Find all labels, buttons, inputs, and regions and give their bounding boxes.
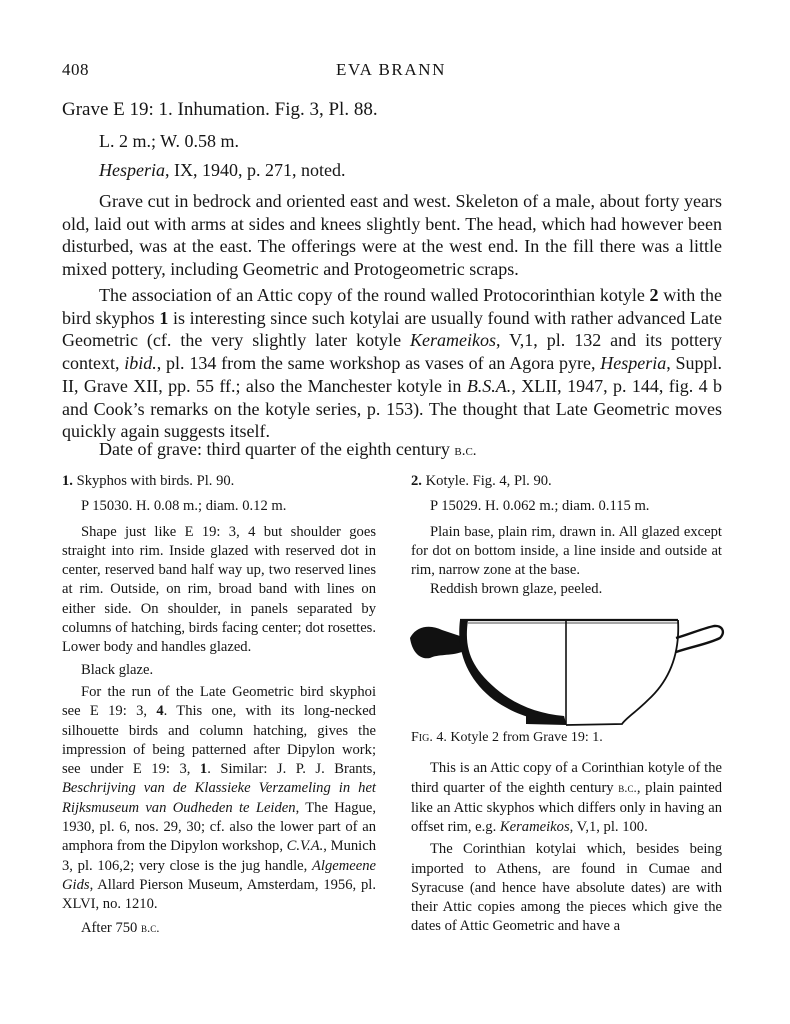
kotyle-profile-drawing	[408, 608, 726, 728]
kotyle-exterior-outline	[566, 620, 678, 725]
grave-description	[62, 190, 722, 281]
grave-description-text: Grave cut in bedrock and oriented east and west. Skeleton of a male, about forty years old, laid out with arms at sides and knees slightly bent. The head, which had however been disturbed, was at the east. The offerings were at the west end. In the fill there was a little mixed pottery, including Geometric and Protogeometric scraps.	[62, 191, 722, 280]
grave-heading: Grave E 19: 1. Inhumation. Fig. 3, Pl. 88.	[62, 99, 378, 120]
item2-description: Plain base, plain rim, drawn in. All glazed except for dot on bottom inside, a line inside and outside at rim, narrow zone at the base.	[411, 523, 722, 579]
ref-rest: , IX, 1940, p. 271, noted.	[165, 160, 346, 180]
grave-association	[62, 284, 722, 443]
page-number: 408	[62, 60, 89, 79]
kotyle-foot-section	[526, 716, 566, 725]
grave-date: Date of grave: third quarter of the eighth century b.c.	[99, 439, 477, 459]
item2-glaze: Reddish brown glaze, peeled.	[430, 581, 603, 598]
item2-title: 2. Kotyle. Fig. 4, Pl. 90.	[411, 473, 552, 489]
ref-journal: Hesperia	[99, 160, 165, 180]
item1-description: Shape just like E 19: 3, 4 but shoulder goes straight into rim. Inside glazed with reserved dot in center, reserved band half way up, two reserved lines at rim. Outside, on rim, broad band with lines on either side. On shoulder, in panels separated by columns of hatching, birds facing center; dot rosettes. Lower body and handles glazed.	[62, 523, 376, 656]
grave-reference	[99, 160, 345, 181]
item1-discussion: For the run of the Late Geometric bird skyphoi see E 19: 3, 4. This one, with its long-necked silhouette birds and column hatching, gives the impression of being patterned after Dipylon work; see under E 19: 3, 1. Similar: J. P. J. Brants, Beschrijving van de Klassieke Verzameling in het Rijksmuseum van Oudheden te Leiden, The Hague, 1930, pl. 6, nos. 29, 30; cf. also the lower part of an amphora from the Dipylon workshop, C.V.A., Munich 3, pl. 106,2; very close is the jug handle, Algemeene Gids, Allard Pierson Museum, Amsterdam, 1956, pl. XLVI, no. 1210.	[62, 683, 376, 913]
item1-date: After 750 b.c.	[81, 919, 160, 936]
item2-commentary: This is an Attic copy of a Corinthian kotyle of the third quarter of the eighth century b.c., plain painted like an Attic skyphos which differs only in having an offset rim, e.g. Kerameikos, V,1, pl. 100.	[411, 760, 722, 835]
running-header	[62, 60, 720, 84]
grave-association-text: The association of an Attic copy of the round walled Protocorinthian kotyle 2 with the bird skyphos 1 is interesting since such kotylai are usually found with rather advanced Late Geometric (cf. the very slightly later kotyle Kerameikos, V,1, pl. 132 and its pottery context, ibid., pl. 134 from the same workshop as vases of an Agora pyre, Hesperia, Suppl. II, Grave XII, pp. 55 ff.; also the Manchester kotyle in B.S.A., XLII, 1947, p. 144, fig. 4 b and Cook’s remarks on the kotyle series, p. 153). The thought that Late Geometric moves quickly again suggests itself.	[62, 285, 723, 442]
item1-inventory: P 15030. H. 0.08 m.; diam. 0.12 m.	[81, 498, 287, 515]
running-author: EVA BRANN	[336, 60, 446, 79]
kotyle-right-handle	[676, 626, 723, 652]
catalogue-item-2	[411, 472, 722, 937]
kotyle-left-handle	[410, 627, 462, 659]
item1-title: 1. Skyphos with birds. Pl. 90.	[62, 473, 235, 489]
kotyle-wall-section	[459, 620, 566, 723]
item2-corinthian-note: The Corinthian kotylai which, besides being imported to Athens, are found in Cumae and Syracuse (and hence have absolute dates) are with their Attic copies among the pieces which give the dates of Attic Geometric and have a	[411, 841, 722, 935]
catalogue-item-1	[62, 472, 376, 938]
grave-dimensions: L. 2 m.; W. 0.58 m.	[99, 131, 240, 151]
item2-inventory: P 15029. H. 0.062 m.; diam. 0.115 m.	[430, 498, 650, 515]
figure-caption: Fig. 4. Kotyle 2 from Grave 19: 1.	[411, 729, 603, 745]
item1-glaze: Black glaze.	[81, 661, 154, 678]
